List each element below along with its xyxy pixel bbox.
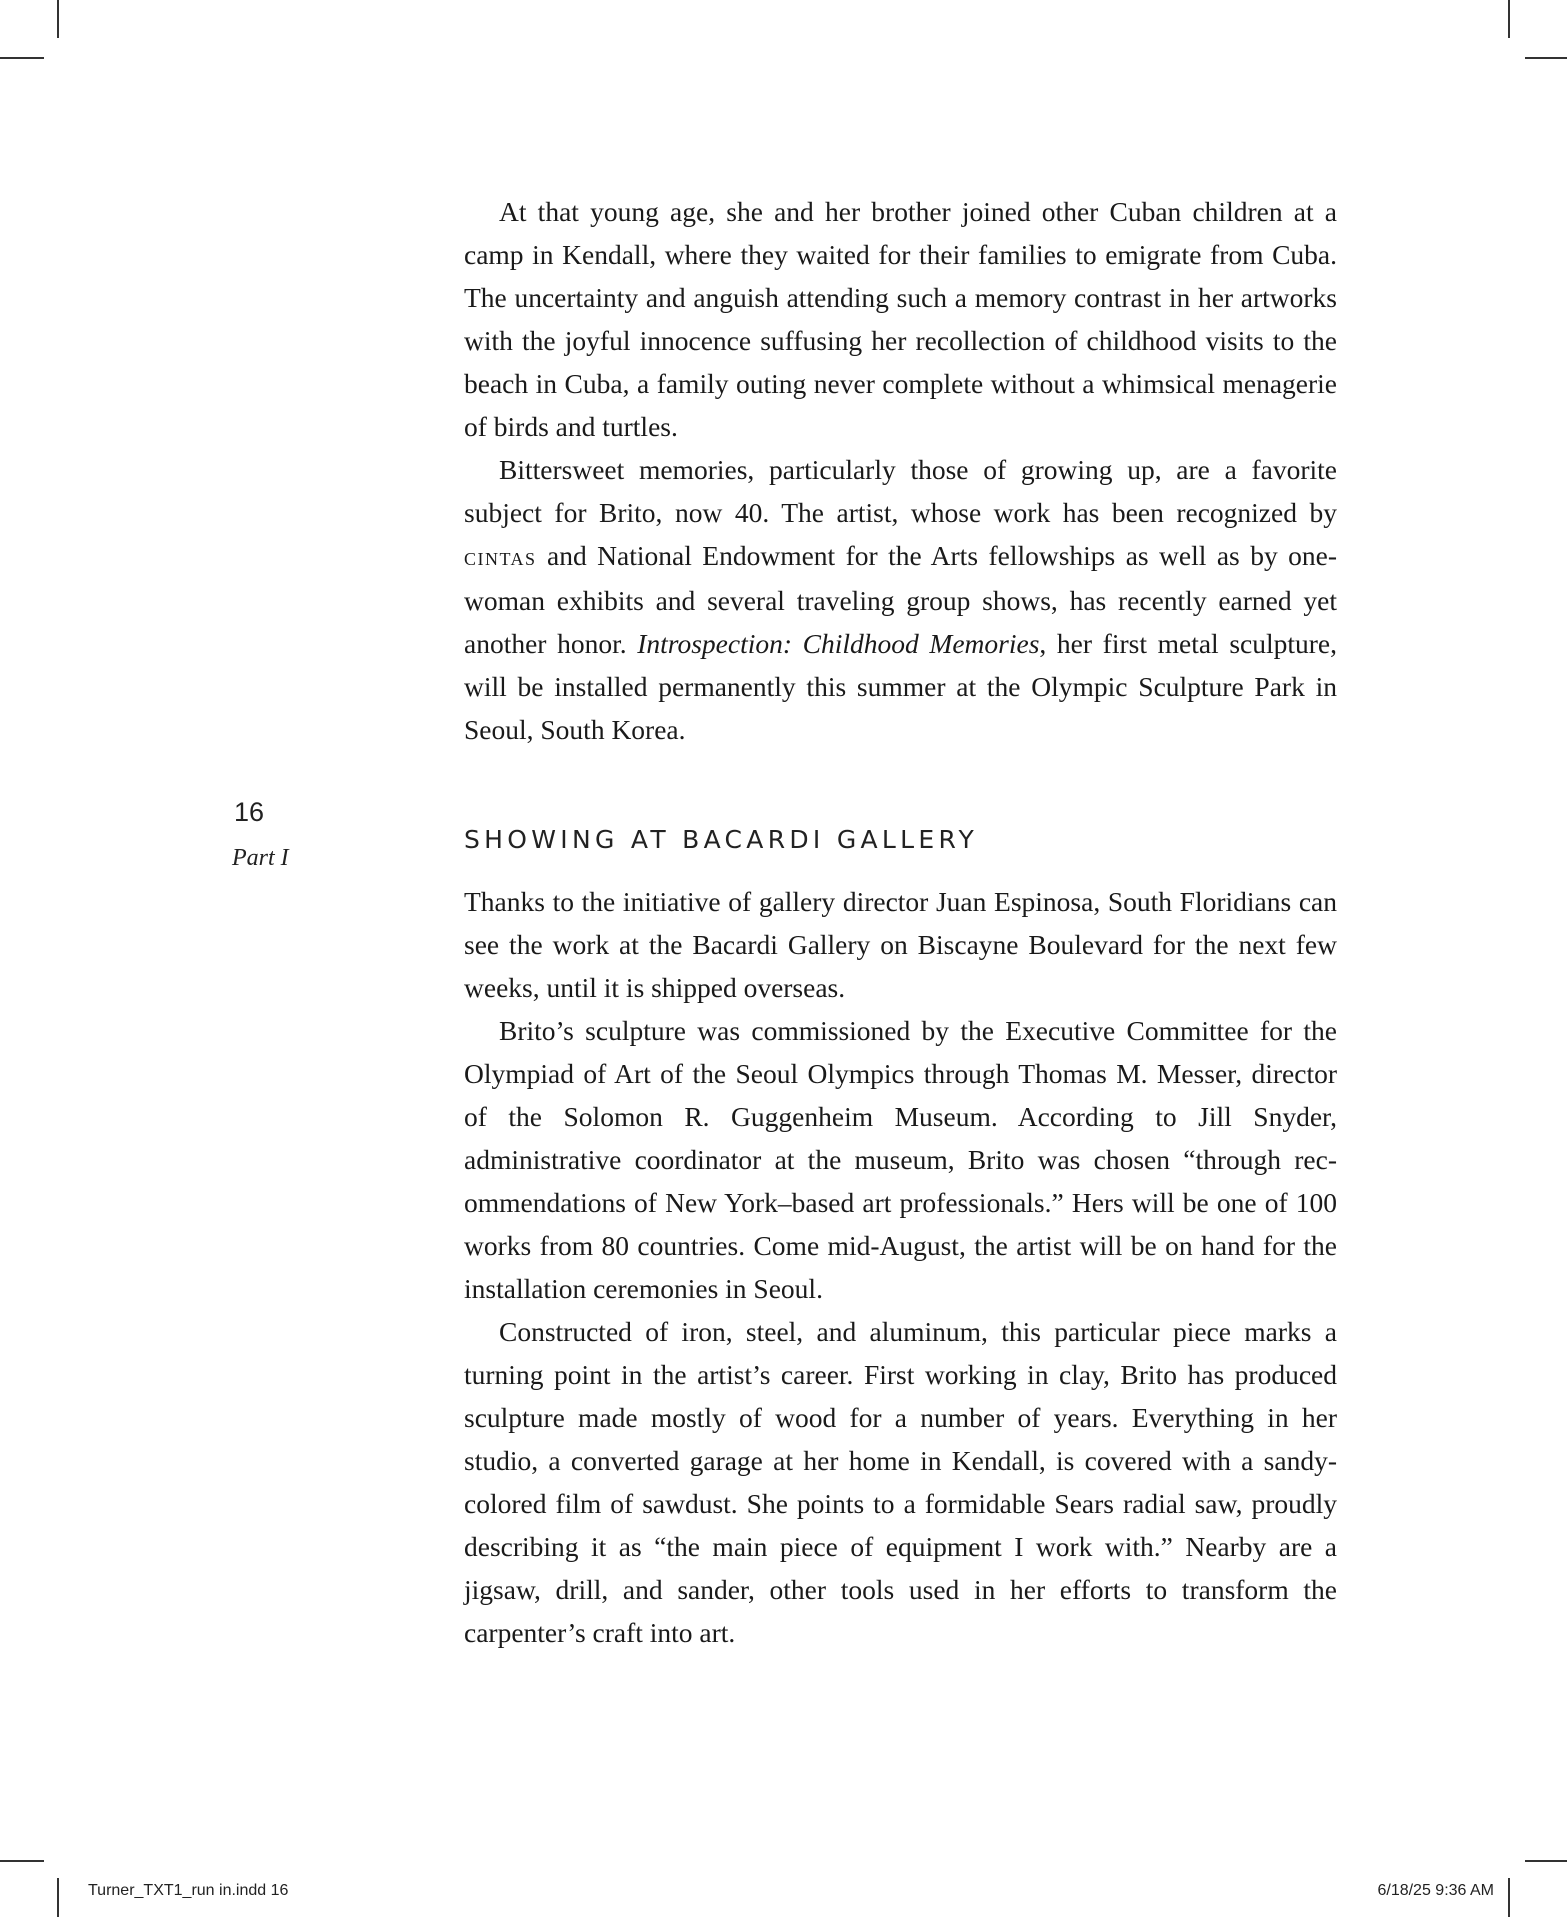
page-number: 16 [234, 797, 265, 827]
crop-mark-bottom-right-horizontal [1525, 1860, 1567, 1862]
paragraph-materials: Constructed of iron, steel, and aluminum, this particular piece marks a turning point in the artist’s career. First working in clay, Brito has produced sculpture made mostly of wood for a number of years. Everything in her studio, a converted garage at her home in Kendall, is covered with a sandy-colored film of sawdust. She points to a formidable Sears radial saw, proudly describing it as “the main piece of equipment I work with.” Nearby are a jigsaw, drill, and sander, other tools used in her efforts to transform the carpenter’s craft into art. [464, 1316, 1337, 1648]
part-label: Part I [232, 845, 289, 871]
crop-mark-bottom-left-vertical [57, 1878, 59, 1917]
paragraph-text-segment: , her first metal sculpture, will be installed permanently this summer at the Olympic Sculpture Park in Seoul, South Korea. [464, 628, 1337, 745]
crop-mark-top-left-horizontal [0, 57, 44, 59]
paragraph-bacardi-gallery: Thanks to the initiative of gallery director Juan Espinosa, South Floridians can see the work at the Bacardi Gallery on Biscayne Boulevard for the next few weeks, until it is shipped overseas. [464, 886, 1337, 1003]
body-text-top [464, 190, 1337, 751]
crop-mark-bottom-right-vertical [1508, 1878, 1510, 1917]
slug-file-info: Turner_TXT1_run in.indd 16 [88, 1882, 289, 1899]
artwork-title: Introspection: Childhood Memories [637, 628, 1040, 659]
paragraph-text-segment: Bittersweet memories, particularly those of growing up, are a favorite subject for Brito, now 40. The artist, whose work has been recognized by [464, 454, 1337, 528]
slug-timestamp: 6/18/25 9:36 AM [1377, 1882, 1494, 1899]
crop-mark-top-right-vertical [1508, 0, 1510, 38]
paragraph-camp-kendall: At that young age, she and her brother joined other Cuban children at a camp in Kendall, where they waited for their families to emigrate from Cuba. The uncertainty and anguish attending such a memory contrast in her artworks with the joyful innocence suffusing her recollection of childhood visits to the beach in Cuba, a family outing never complete without a whimsical menagerie of birds and turtles. [464, 196, 1337, 442]
paragraph-commission: Brito’s sculpture was commissioned by the Executive Committee for the Olympiad of Art of the Seoul Olympics through Thomas M. Messer, director of the Solomon R. Guggenheim Museum. According to Jill Snyder, administrative coordinator at the museum, Brito was chosen “through recommendations of New York–based art professionals.” Hers will be one of 100 works from 80 countries. Come mid-August, the artist will be on hand for the installation ceremonies in Seoul. [464, 1015, 1337, 1304]
body-text-bottom [464, 880, 1337, 1654]
crop-mark-top-left-vertical [57, 0, 59, 38]
paragraph-text-segment: and National Endowment for the Arts fellowships as well as by one-woman exhibits and several traveling group shows, has recently earned yet another honor. [464, 540, 1337, 659]
crop-mark-bottom-left-horizontal [0, 1860, 44, 1862]
cintas-smallcaps: cintas [464, 543, 537, 571]
section-heading: SHOWING AT BACARDI GALLERY [464, 825, 979, 854]
paragraph-bittersweet-memories [464, 448, 1337, 751]
crop-mark-top-right-horizontal [1525, 57, 1567, 59]
